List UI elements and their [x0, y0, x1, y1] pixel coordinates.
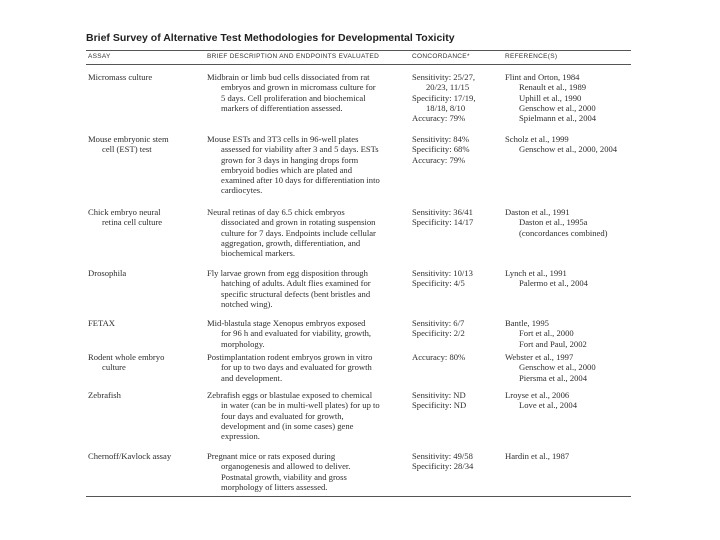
- table-title: Brief Survey of Alternative Test Methodologies for Developmental Toxicity: [86, 32, 455, 44]
- table-cell-line: Specificity: 17/19,: [412, 92, 476, 103]
- table-cell-line: Chick embryo neural: [88, 207, 161, 217]
- table-cell-line: Postimplantation rodent embryos grown in vitro: [207, 352, 373, 362]
- table-cell-reference: [505, 390, 577, 411]
- table-cell-line: Mouse ESTs and 3T3 cells in 96-well plates: [207, 134, 359, 144]
- table-cell-line: morphology.: [221, 338, 265, 349]
- table-cell-line: Sensitivity: 84%: [412, 134, 470, 144]
- table-cell-assay: [88, 352, 164, 373]
- table-cell-concordance: [412, 134, 470, 165]
- table-cell-line: dissociated and grown in rotating suspension: [221, 217, 376, 228]
- table-cell-line: Daston et al., 1995a: [519, 217, 588, 228]
- table-cell-concordance: [412, 390, 466, 411]
- table-cell-line: Sensitivity: 10/13: [412, 268, 473, 278]
- table-cell-line: 18/18, 8/10: [426, 102, 466, 113]
- table-cell-line: Zebrafish eggs or blastulae exposed to chemical: [207, 390, 373, 400]
- table-cell-line: Specificity: 28/34: [412, 461, 474, 472]
- table-cell-line: Webster et al., 1997: [505, 352, 574, 362]
- table-cell-line: Scholz et al., 1999: [505, 134, 569, 144]
- table-cell-reference: [505, 451, 569, 461]
- table-cell-line: Flint and Orton, 1984: [505, 72, 580, 82]
- table-cell-line: (concordances combined): [519, 227, 608, 238]
- table-cell-line: Specificity: 2/2: [412, 328, 465, 339]
- table-cell-line: Lroyse et al., 2006: [505, 390, 570, 400]
- table-cell-line: specific structural defects (bent bristles and: [221, 288, 371, 299]
- table-cell-line: Sensitivity: ND: [412, 390, 466, 400]
- table-cell-line: culture for 7 days. Endpoints include cellular: [221, 227, 376, 238]
- table-cell-concordance: [412, 318, 465, 339]
- table-cell-line: Specificity: ND: [412, 400, 467, 411]
- table-cell-line: Sensitivity: 25/27,: [412, 72, 476, 82]
- table-cell-line: Neural retinas of day 6.5 chick embryos: [207, 207, 345, 217]
- table-cell-line: Palermo et al., 2004: [519, 278, 588, 289]
- table-cell-reference: [505, 318, 587, 349]
- table-cell-line: development and (in some cases) gene: [221, 420, 354, 431]
- table-cell-line: Sensitivity: 36/41: [412, 207, 473, 217]
- table-cell-assay: [88, 207, 162, 228]
- table-cell-reference: [505, 72, 596, 123]
- table-cell-line: Sensitivity: 6/7: [412, 318, 465, 328]
- table-cell-line: for 96 h and evaluated for viability, growth,: [221, 328, 372, 339]
- table-cell-line: biochemical markers.: [221, 248, 295, 259]
- table-cell-concordance: [412, 352, 465, 362]
- table-cell-line: Midbrain or limb bud cells dissociated from rat: [207, 72, 370, 82]
- table-cell-line: Genschow et al., 2000: [519, 102, 596, 113]
- table-cell-reference: [505, 268, 588, 289]
- table-cell-line: for up to two days and evaluated for growth: [221, 362, 372, 373]
- table-cell-reference: [505, 134, 617, 155]
- table-cell-description: [207, 268, 371, 309]
- table-cell-line: in water (can be in multi-well plates) for up to: [221, 400, 380, 411]
- header-description: BRIEF DESCRIPTION AND ENDPOINTS EVALUATED: [207, 53, 380, 60]
- table-cell-description: [207, 72, 376, 113]
- table-cell-description: [207, 390, 380, 441]
- table-cell-line: expression.: [221, 431, 260, 442]
- table-cell-line: grown for 3 days in hanging drops form: [221, 154, 359, 165]
- table-cell-reference: [505, 352, 596, 383]
- table-cell-line: Spielmann et al., 2004: [519, 113, 597, 124]
- table-cell-line: aggregation, growth, differentiation, and: [221, 237, 361, 248]
- table-cell-line: 20/23, 11/15: [426, 82, 470, 93]
- table-cell-assay: [88, 451, 171, 461]
- table-cell-line: Hardin et al., 1987: [505, 451, 570, 461]
- table-cell-line: Uphill et al., 1990: [519, 92, 582, 103]
- table-cell-line: Lynch et al., 1991: [505, 268, 567, 278]
- table-cell-line: Renault et al., 1989: [519, 82, 587, 93]
- table-cell-line: Mouse embryonic stem: [88, 134, 169, 144]
- table-cell-assay: [88, 268, 126, 278]
- table-cell-line: Accuracy: 80%: [412, 352, 466, 362]
- table-cell-line: Fort et al., 2000: [519, 328, 574, 339]
- table-cell-line: culture: [102, 362, 126, 373]
- table-cell-reference: [505, 207, 608, 238]
- table-cell-assay: [88, 134, 169, 155]
- table-cell-line: Bantle, 1995: [505, 318, 549, 328]
- table-cell-line: examined after 10 days for differentiation into: [221, 175, 380, 186]
- table-cell-line: Sensitivity: 49/58: [412, 451, 473, 461]
- table-cell-line: embryoid bodies which are plated and: [221, 164, 353, 175]
- table-cell-concordance: [412, 451, 473, 472]
- table-cell-description: [207, 207, 376, 258]
- table-bottom-rule: [86, 496, 631, 497]
- table-cell-line: Accuracy: 79%: [412, 154, 466, 165]
- table-cell-line: Specificity: 68%: [412, 144, 470, 155]
- table-cell-line: Fort and Paul, 2002: [519, 338, 587, 349]
- table-cell-assay: [88, 390, 121, 400]
- table-cell-line: Chernoff/Kavlock assay: [88, 451, 172, 461]
- header-bottom-rule: [86, 64, 631, 65]
- table-cell-assay: [88, 318, 115, 328]
- table-cell-line: organogenesis and allowed to deliver.: [221, 461, 351, 472]
- table-cell-line: 5 days. Cell proliferation and biochemical: [221, 92, 366, 103]
- header-reference: REFERENCE(S): [505, 53, 558, 60]
- table-cell-line: Genschow et al., 2000: [519, 362, 596, 373]
- table-cell-line: Daston et al., 1991: [505, 207, 570, 217]
- table-cell-concordance: [412, 268, 473, 289]
- table-cell-line: Accuracy: 79%: [412, 113, 466, 124]
- table-cell-line: Love et al., 2004: [519, 400, 577, 411]
- header-concordance: CONCORDANCE*: [412, 53, 470, 60]
- table-cell-line: Rodent whole embryo: [88, 352, 165, 362]
- table-cell-line: Piersma et al., 2004: [519, 372, 588, 383]
- table-cell-concordance: [412, 207, 473, 228]
- table-cell-line: retina cell culture: [102, 217, 163, 228]
- table-cell-line: assessed for viability after 3 and 5 days. ESTs: [221, 144, 379, 155]
- table-cell-line: Specificity: 14/17: [412, 217, 474, 228]
- table-cell-line: Pregnant mice or rats exposed during: [207, 451, 336, 461]
- table-cell-line: morphology of litters assessed.: [221, 481, 328, 492]
- table-cell-line: Postnatal growth, viability and gross: [221, 471, 347, 482]
- table-cell-line: and development.: [221, 372, 283, 383]
- table-cell-line: FETAX: [88, 318, 116, 328]
- table-cell-concordance: [412, 72, 476, 123]
- table-cell-line: cardiocytes.: [221, 185, 263, 196]
- table-cell-description: [207, 451, 350, 492]
- table-cell-line: Micromass culture: [88, 72, 153, 82]
- table-cell-assay: [88, 72, 152, 82]
- table-cell-line: four days and evaluated for growth,: [221, 410, 344, 421]
- table-cell-line: markers of differentiation assessed.: [221, 102, 343, 113]
- table-cell-description: [207, 352, 372, 383]
- table-cell-description: [207, 134, 380, 196]
- table-cell-line: Drosophila: [88, 268, 127, 278]
- table-cell-line: embryos and grown in micromass culture for: [221, 82, 376, 93]
- table-cell-line: Mid-blastula stage Xenopus embryos exposed: [207, 318, 366, 328]
- table-cell-description: [207, 318, 371, 349]
- table-cell-line: Genschow et al., 2000, 2004: [519, 144, 618, 155]
- table-cell-line: Fly larvae grown from egg disposition through: [207, 268, 368, 278]
- table-cell-line: cell (EST) test: [102, 144, 152, 155]
- table-cell-line: hatching of adults. Adult flies examined for: [221, 278, 371, 289]
- header-top-rule: [86, 50, 631, 51]
- table-cell-line: Specificity: 4/5: [412, 278, 465, 289]
- table-cell-line: Zebrafish: [88, 390, 121, 400]
- header-assay: ASSAY: [88, 53, 111, 60]
- table-cell-line: notched wing).: [221, 298, 273, 309]
